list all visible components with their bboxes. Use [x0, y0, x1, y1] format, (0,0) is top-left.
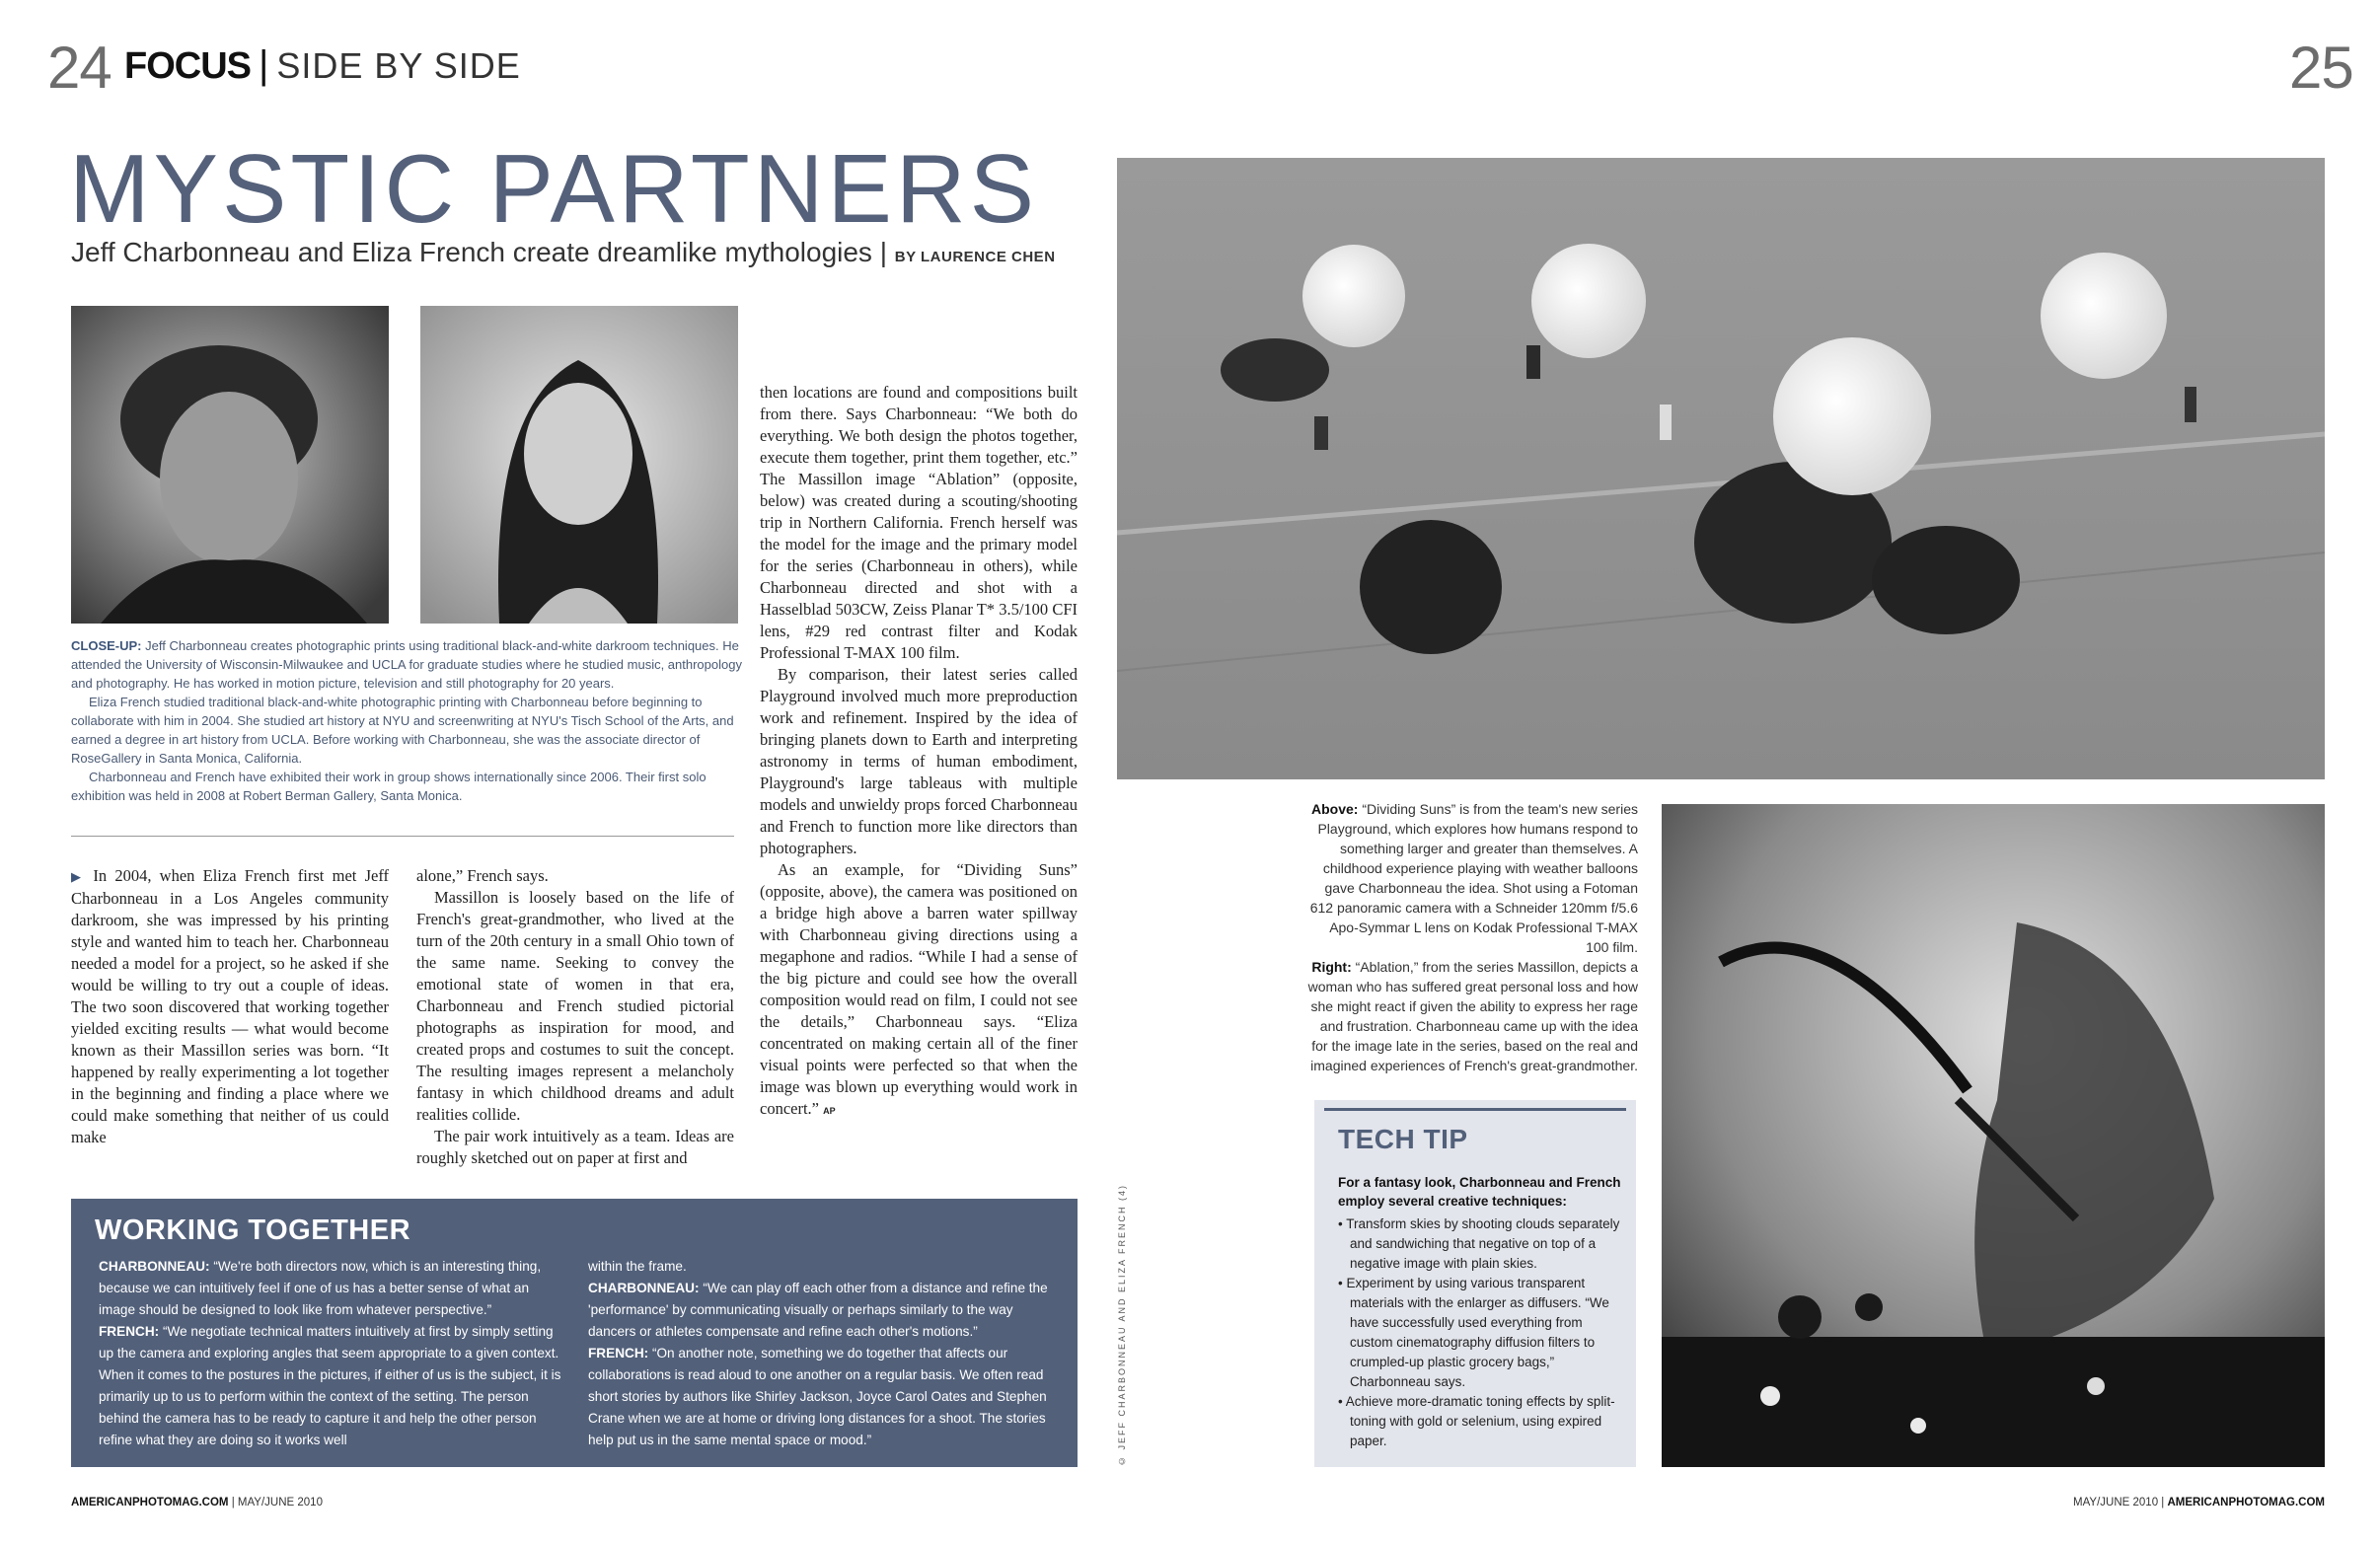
- end-mark: AP: [823, 1106, 836, 1116]
- quote: [588, 1343, 1056, 1451]
- footer-left: [71, 1497, 323, 1508]
- body-paragraph: [760, 859, 1078, 1122]
- body-paragraph: Massillon is loosely based on the life of French's great-grandmother, who lived at the turn of the 20th century in a small Ohio town of the same name. Seeking to convey the emotional state of women in that era, Charbonneau and French studied pictorial photographs as inspiration for mood, and created props and costumes to suit the concept. The resulting images represent a melancholy fantasy in which childhood dreams and adult realities collide.: [416, 888, 734, 1124]
- tip-list: [1338, 1214, 1624, 1451]
- speaker: CHARBONNEAU:: [99, 1259, 210, 1274]
- body-text: In 2004, when Eliza French first met Jeff Charbonneau in a Los Angeles community darkroom, she was impressed by his printing style and wanted him to teach her. Charbonneau needed a model for a project, so he asked if she would be willing to try out a couple of ideas. The two soon discovered that working together yielded exciting results — what would become known as their Massillon series was born. “It happened by really experimenting a lot together in the beginning and finding a place where we could make something that neither of us could make: [71, 866, 390, 1146]
- footer-site: AMERICANPHOTOMAG.COM: [71, 1497, 229, 1508]
- photo-credit: © JEFF CHARBONNEAU AND ELIZA FRENCH (4): [1117, 1184, 1127, 1467]
- photo-caption-right: [1302, 799, 1638, 1075]
- quote-text: “We can play off each other from a distance and refine the 'performance' by communicating visually or perhaps similarly to the way dancers or athletes compensate and refine each other's motions.”: [588, 1281, 1048, 1339]
- section-brand: FOCUS: [124, 45, 251, 87]
- footer-site: AMERICANPHOTOMAG.COM: [2167, 1497, 2325, 1508]
- divider: [71, 836, 734, 837]
- photo-ablation: [1662, 804, 2325, 1467]
- section-header: [124, 43, 521, 88]
- body-text: As an example, for “Dividing Suns” (opposite, above), the camera was positioned on a bridge high above a barren water spillway with Charbonneau giving directions using a megaphone and radios. “While I had a sense of the big picture and could see how the overall composition would read on film, I could not see the details,” Charbonneau says. “Eliza concentrated on making certain all of the finer visual points were perfected so that when the image was blown up everything would work in concert.”: [760, 860, 1078, 1118]
- quote-text: “We're both directors now, which is an interesting thing, because we can intuitively feel if one of us has a better sense of what an image should be designed to look like from whatever perspective.”: [99, 1259, 542, 1317]
- quote: [99, 1321, 566, 1451]
- box-column-right: [588, 1256, 1056, 1451]
- box-column-left: [99, 1256, 566, 1451]
- caption-paragraph: Eliza French studied traditional black-and-white photographic printing with Charbonneau before beginning to collaborate with him in 2004. She studied art history at NYU and screenwriting at NYU's Tisch School of the Arts, and earned a degree in art history from UCLA. Before working with Charbonneau, she was the associate director of RoseGallery in Santa Monica, California.: [71, 695, 734, 766]
- section-name: SIDE BY SIDE: [276, 45, 521, 86]
- page-number-left: 24: [47, 35, 112, 101]
- footer-separator: |: [228, 1497, 238, 1508]
- photo-dividing-suns: [1117, 158, 2325, 779]
- caption-right: [1302, 957, 1638, 1075]
- body-paragraph: then locations are found and compositions built from there. Says Charbonneau: “We both do everything. We both design the photos together, execute them together, print them together, etc.” The Massillon image “Ablation” (opposite, below) was created during a scouting/shooting trip in Northern California. French herself was the model for the image and the primary model for the series (Charbonneau in others), while Charbonneau directed and shot with a Hasselblad 503CW, Zeiss Planar T* 3.5/100 CFI lens, #29 red contrast filter and Kodak Professional T-MAX 100 film.: [760, 383, 1078, 662]
- portrait-eliza-french: [420, 306, 738, 624]
- quote: [588, 1278, 1056, 1343]
- caption-paragraph: [71, 636, 742, 693]
- tip-item: • Experiment by using various transparent materials with the enlarger as diffusers. “We have successfully used everything from custom cinematography diffusion filters to crumpled-up plastic grocery bags,” Charbonneau says.: [1338, 1276, 1609, 1389]
- portrait-caption: [71, 636, 742, 805]
- page-number-right: 25: [2289, 35, 2353, 101]
- caption-label: Above:: [1310, 801, 1359, 817]
- start-marker-icon: ▶: [71, 869, 86, 884]
- byline-separator: |: [879, 237, 887, 267]
- body-column-3: [760, 382, 1078, 1122]
- article-subtitle: [71, 237, 1056, 268]
- quote: [99, 1256, 566, 1321]
- body-column-1: [71, 865, 389, 1148]
- body-paragraph: By comparison, their latest series called Playground involved much more preproduction work and refinement. Inspired by the idea of bringing planets down to Earth and interpreting astronomy in terms of human embodiment, Playground's large tableaus with multiple models and unwieldy props forced Charbonneau and French to function more like directors than photographers.: [760, 665, 1078, 857]
- section-separator: |: [259, 43, 269, 87]
- body-paragraph: [71, 865, 389, 1148]
- working-together-box: [71, 1199, 1078, 1467]
- caption-paragraph: Charbonneau and French have exhibited their work in group shows internationally since 2006. Their first solo exhibition was held in 2008 at Robert Berman Gallery, Santa Monica.: [71, 770, 707, 803]
- tip-accent-bar: [1324, 1108, 1626, 1111]
- quote-continuation: within the frame.: [588, 1259, 687, 1274]
- caption-label: Right:: [1311, 959, 1352, 975]
- portrait-jeff-charbonneau: [71, 306, 389, 624]
- article-title: MYSTIC PARTNERS: [69, 134, 1039, 243]
- body-paragraph: alone,” French says.: [416, 866, 549, 885]
- speaker: FRENCH:: [588, 1346, 649, 1361]
- quote-text: “On another note, something we do together that affects our collaborations is read aloud to one another on a regular basis. We often read short stories by authors like Shirley Jackson, Joyce Carol Oates and Stephen Crane when we are at home or driving long distances for a shoot. The stories help put us in the same mental space or mood.”: [588, 1346, 1047, 1447]
- byline: BY LAURENCE CHEN: [894, 249, 1056, 265]
- caption-text: “Ablation,” from the series Massillon, depicts a woman who has suffered great personal loss and how she might react if given the ability to express her rage and frustration. Charbonneau came up with the idea for the image late in the series, based on the real and imagined experiences of French's great-grandmother.: [1307, 959, 1638, 1073]
- body-paragraph: The pair work intuitively as a team. Ideas are roughly sketched out on paper at first and: [416, 1127, 734, 1167]
- caption-text: “Dividing Suns” is from the team's new series Playground, which explores how humans respond to something larger and greater than themselves. A childhood experience playing with weather balloons gave Charbonneau the idea. Shot using a Fotoman 612 panoramic camera with a Schneider 120mm f/5.6 Apo-Symmar L lens on Kodak Professional T-MAX 100 film.: [1309, 801, 1638, 955]
- quote-text: “We negotiate technical matters intuitively at first by simply setting up the camera and exploring angles that seem appropriate to a given context. When it comes to the postures in the pictures, if either of us is the subject, it is primarily up to us to perform within the context of the setting. The person behind the camera has to be ready to capture it and help the other person refine what they are doing so it works well: [99, 1324, 561, 1447]
- footer-separator: |: [2158, 1497, 2168, 1508]
- tip-intro: For a fantasy look, Charbonneau and French employ several creative techniques:: [1338, 1175, 1621, 1209]
- tip-title: TECH TIP: [1338, 1124, 1468, 1154]
- footer-date: MAY/JUNE 2010: [2073, 1497, 2159, 1508]
- caption-lead: CLOSE-UP:: [71, 638, 142, 653]
- body-column-2: [416, 865, 734, 1169]
- speaker: CHARBONNEAU:: [588, 1281, 700, 1295]
- caption-text: Jeff Charbonneau creates photographic prints using traditional black-and-white darkroom techniques. He attended the University of Wisconsin-Milwaukee and UCLA for graduate studies where he studied music, anthropology and photography. He has worked in motion picture, television and still photography for 20 years.: [71, 638, 742, 691]
- box-title: WORKING TOGETHER: [95, 1214, 411, 1246]
- subtitle-text: Jeff Charbonneau and Eliza French create dreamlike mythologies: [71, 237, 872, 267]
- tip-item: • Transform skies by shooting clouds separately and sandwiching that negative on top of a negative image with plain skies.: [1338, 1216, 1620, 1271]
- footer-right: [2073, 1497, 2325, 1508]
- footer-date: MAY/JUNE 2010: [237, 1497, 323, 1508]
- caption-above: [1302, 799, 1638, 957]
- tip-item: • Achieve more-dramatic toning effects by split-toning with gold or selenium, using expired paper.: [1338, 1394, 1615, 1448]
- speaker: FRENCH:: [99, 1324, 160, 1339]
- tech-tip-box: [1314, 1100, 1636, 1467]
